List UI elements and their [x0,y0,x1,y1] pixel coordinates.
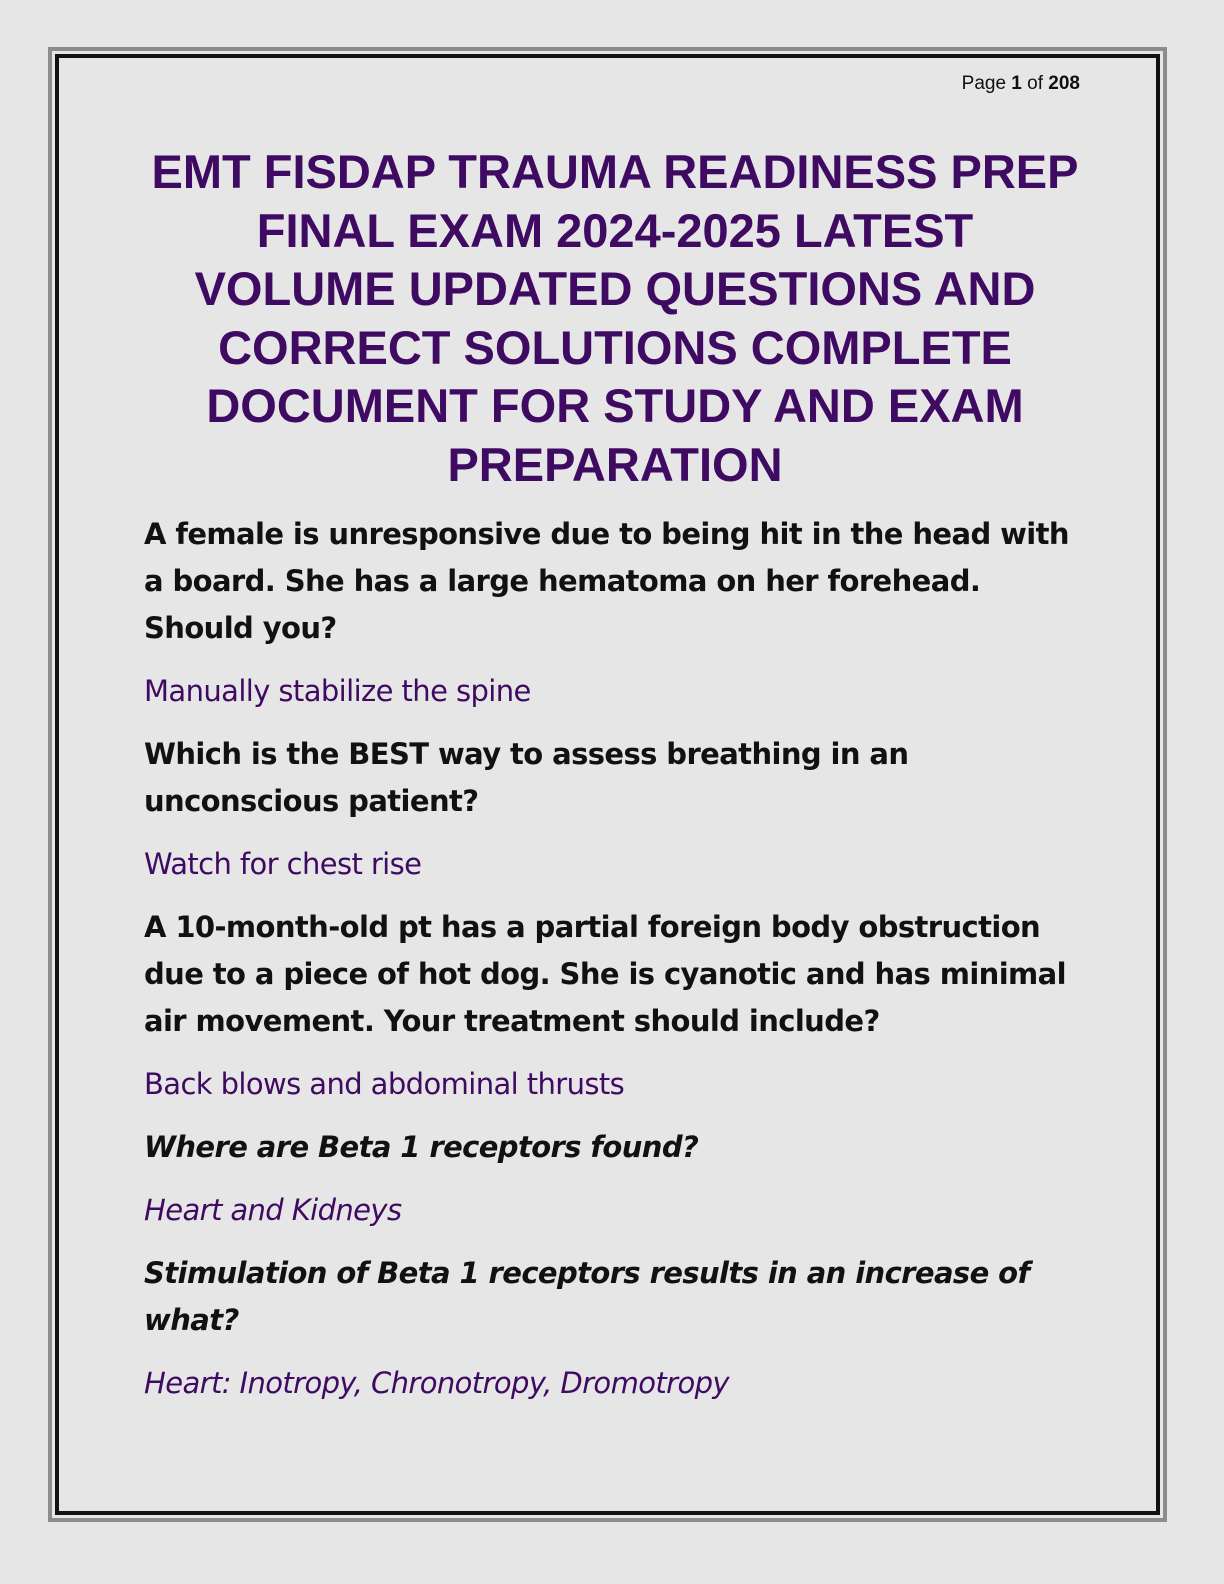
current-page: 1 [1011,73,1022,94]
question-1: A female is unresponsive due to being hit in the head with a board. She has a large hematoma on her forehead. Should you? [144,517,1069,645]
question-5: Stimulation of Beta 1 receptors results in an increase of what? [144,1256,1030,1337]
page-number [962,73,1080,95]
answer-3: Back blows and abdominal thrusts [144,1067,625,1101]
question-2: Which is the BEST way to assess breathing in an unconscious patient? [144,737,909,818]
answer-2: Watch for chest rise [144,847,422,881]
page-of-label: of [1027,73,1044,94]
document-title: EMT FISDAP TRAUMA READINESS PREP FINAL EXAM 2024-2025 LATEST VOLUME UPDATED QUESTIONS AND CORRECT SOLUTIONS COMPLETE DOCUMENT FOR STUDY AND EXAM PREPARATION [151,145,1079,491]
answer-5: Heart: Inotropy, Chronotropy, Dromotropy [144,1366,729,1400]
qa-list [144,511,1084,1423]
answer-1: Manually stabilize the spine [144,674,531,708]
question-3: A 10-month-old pt has a partial foreign body obstruction due to a piece of hot dog. She is cyanotic and has minimal air movement. Your treatment should include? [144,910,1066,1038]
total-pages: 208 [1048,73,1080,94]
question-4: Where are Beta 1 receptors found? [144,1130,699,1164]
page-label: Page [961,73,1007,94]
answer-4: Heart and Kidneys [144,1193,402,1227]
